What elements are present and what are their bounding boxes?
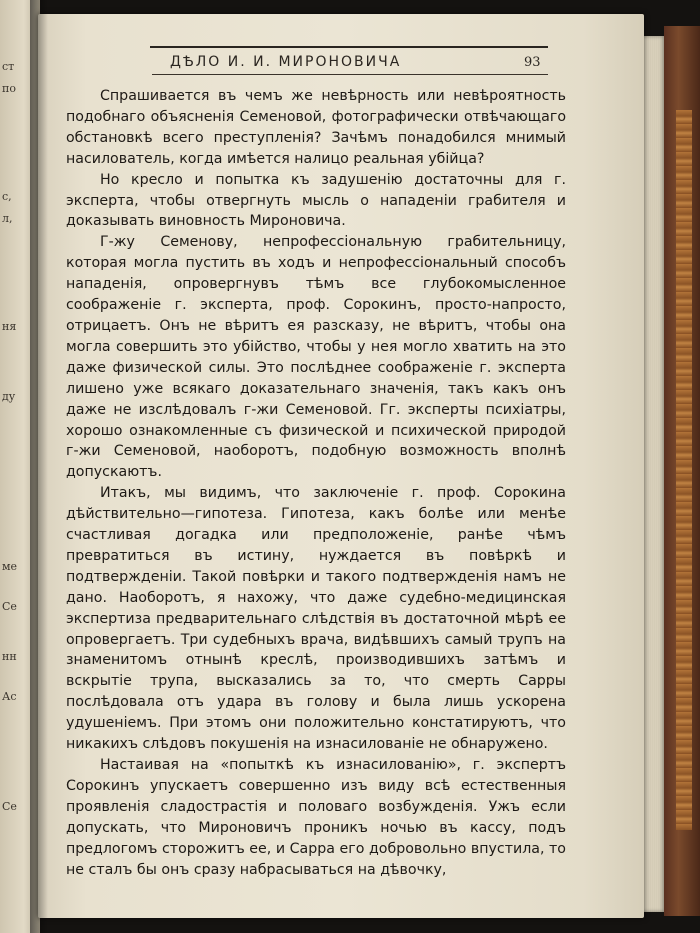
running-head: ДѢЛО И. И. МИРОНОВИЧА [170,54,402,70]
paragraph: Настаивая на «попыткѣ къ изнасилованію», г. экспертъ Сорокинъ упускаетъ совершенно изъ виду всѣ естественныя проявленія сладострастія и половаго возбужденія. Ужъ если допускать, что Мироновичъ проникъ ночью въ кассу, подъ предлогомъ сторожитъ ее, и Сарра его добровольно впустила, то не сталъ бы онъ сразу набрасываться на дѣвочку, [66,757,566,878]
paragraph: Спрашивается въ чемъ же невѣрность или невѣроятность подобнаго объясненія Семеновой, фотографически отвѣчающаго обстановкѣ всего преступленія? Зачѣмъ понадобился мнимый насилователь, когда имѣется налицо реальная убійца? [66,88,566,167]
page-number: 93 [524,55,541,70]
header-bottom-rule [152,74,548,75]
cover-edge-decoration [676,110,692,830]
paragraph: Но кресло и попытка къ задушенію достаточны для г. эксперта, чтобы отвергнуть мысль о нападеніи грабителя и доказывать виновность Мироновича. [66,171,566,230]
header-top-rule [150,46,548,48]
previous-page-edge: ст по с, л, ня ду ме Се нн Ас Се [0,0,40,933]
body-text [66,86,566,880]
paragraph: Г-жу Семенову, непрофессіональную грабительницу, которая могла пустить въ ходъ и непрофессіональный способъ нападенія, опровергнувъ тѣмъ все глубокомысленное соображеніе г. эксперта, проф. Сорокинъ, просто-напросто, отрицаетъ. Онъ не вѣритъ ея разсказу, не вѣритъ, чтобы она могла совершить это убійство, чтобы у нея могло хватить на это даже физической силы. Это послѣднее соображеніе г. эксперта лишено уже всякаго доказательнаго значенія, такъ какъ онъ даже не изслѣдовалъ г-жи Семеновой. Гг. эксперты психіатры, хорошо ознакомленные съ физической и психической природой г-жи Семеновой, наоборотъ, подобную возможность вполнѣ допускаютъ. [66,234,566,481]
paragraph: Итакъ, мы видимъ, что заключеніе г. проф. Сорокина дѣйствительно—гипотеза. Гипотеза, какъ болѣе или менѣе счастливая догадка или предположеніе, ранѣе чѣмъ превратиться въ истину, нуждается въ повѣркѣ и подтвержденіи. Такой повѣрки и такого подтвержденія намъ не дано. Наоборотъ, я нахожу, что даже судебно-медицинская экспертиза предварительнаго слѣдствія въ достаточной мѣрѣ ее опровергаетъ. Три судебныхъ врача, видѣвшихъ самый трупъ на знаменитомъ отнынѣ креслѣ, производившихъ затѣмъ и вскрытіе трупа, высказались за то, что смерть Сарры послѣдовала отъ удара въ голову и была лишь ускорена удушеніемъ. При этомъ они положительно констатируютъ, что никакихъ слѣдовъ покушенія на изнасилованіе не обнаружено. [66,485,566,753]
book-gutter [30,0,48,933]
